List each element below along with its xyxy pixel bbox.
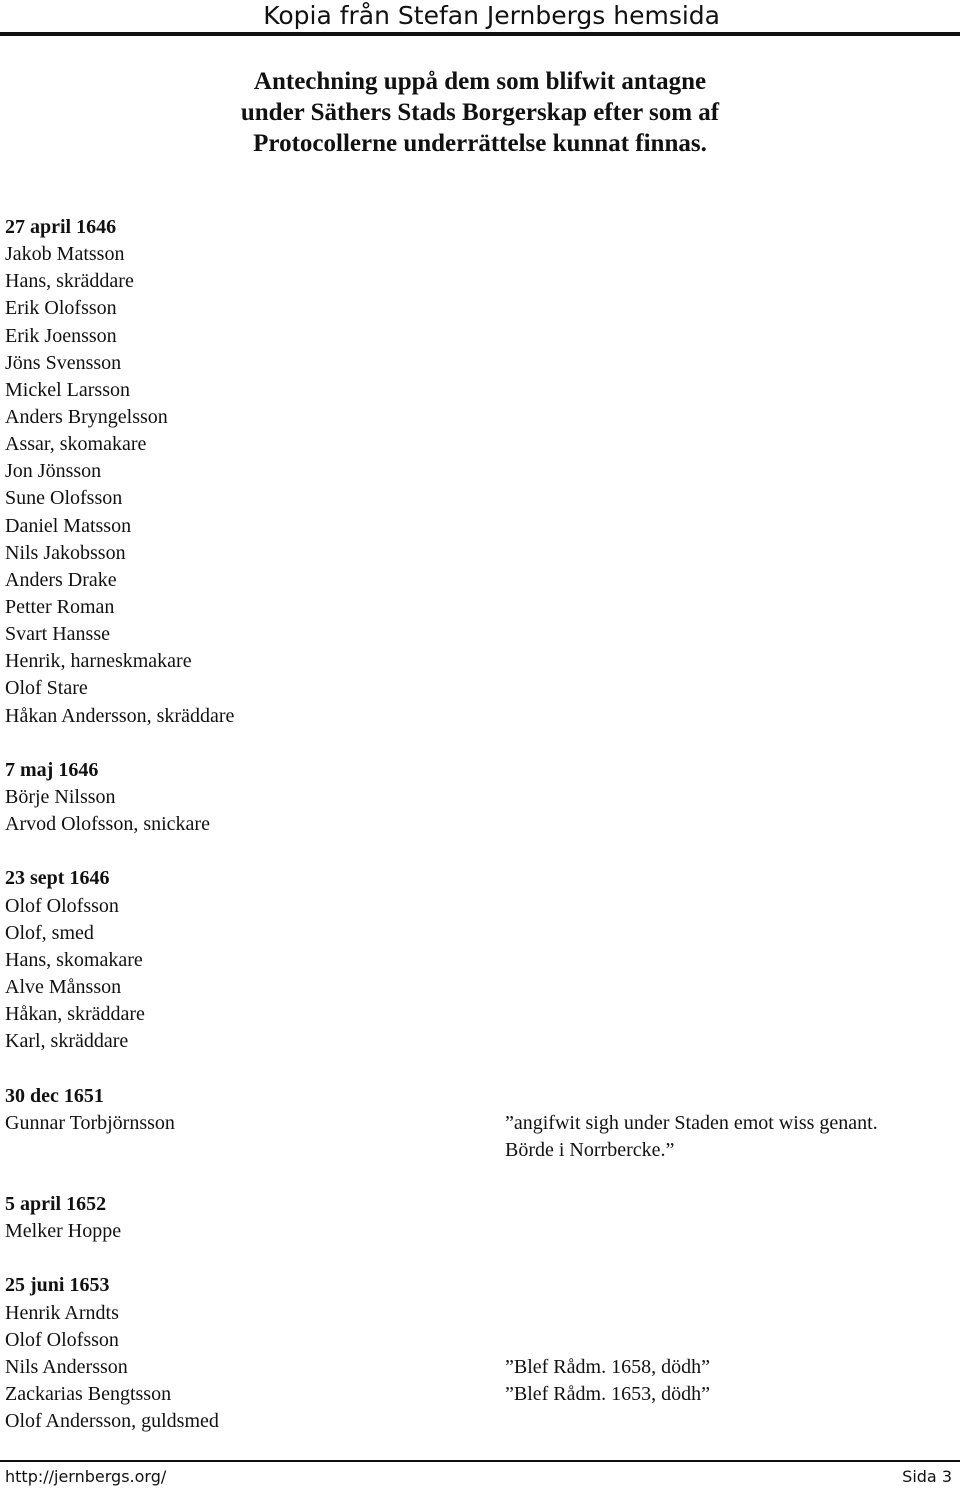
- entry-line: Olof, smed: [5, 921, 94, 944]
- entry-name: Zackarias Bengtsson: [5, 1383, 172, 1406]
- entry-line: Henrik, harneskmakare: [5, 650, 192, 673]
- entry-note: Börde i Norrbercke.”: [505, 1138, 675, 1161]
- page-footer: [0, 1460, 960, 1490]
- entry-line: [5, 1137, 955, 1164]
- register-list: [5, 214, 955, 1435]
- entry-line: Olof Stare: [5, 677, 88, 700]
- section-gap: [5, 838, 955, 865]
- page-header: [0, 0, 960, 36]
- page-number: Sida 3: [902, 1467, 952, 1486]
- entry-line: Petter Roman: [5, 595, 115, 618]
- entry-name: Nils Andersson: [5, 1355, 128, 1378]
- section-date: 30 dec 1651: [5, 1084, 104, 1107]
- entry-line: Alve Månsson: [5, 975, 122, 998]
- entry-line: Erik Joensson: [5, 324, 117, 347]
- entry-line: Olof Andersson, guldsmed: [5, 1410, 219, 1433]
- entry-line: Håkan, skräddare: [5, 1003, 145, 1026]
- entry-line: Erik Olofsson: [5, 297, 117, 320]
- header-text: Kopia från Stefan Jernbergs hemsida: [263, 1, 720, 30]
- document-title: [0, 66, 960, 159]
- entry-line: Håkan Andersson, skräddare: [5, 704, 235, 727]
- entry-line: Anders Bryngelsson: [5, 405, 168, 428]
- section-gap: [5, 1164, 955, 1191]
- entry-line: Börje Nilsson: [5, 785, 116, 808]
- entry-line: Olof Olofsson: [5, 894, 119, 917]
- entry-note: ”angifwit sigh under Staden emot wiss genant.: [505, 1111, 878, 1134]
- entry-line: Olof Olofsson: [5, 1328, 119, 1351]
- entry-line: Melker Hoppe: [5, 1220, 122, 1243]
- section-date: 5 april 1652: [5, 1193, 107, 1216]
- entry-line: Arvod Olofsson, snickare: [5, 813, 210, 836]
- entry-line: Henrik Arndts: [5, 1301, 119, 1324]
- entry-line: Sune Olofsson: [5, 487, 123, 510]
- entry-line: Daniel Matsson: [5, 514, 132, 537]
- entry-line: Nils Jakobsson: [5, 541, 126, 564]
- entry-line: Karl, skräddare: [5, 1030, 129, 1053]
- section-date: 7 maj 1646: [5, 758, 99, 781]
- title-line-2: under Säthers Stads Borgerskap efter som af: [240, 99, 720, 126]
- entry-line: [5, 1354, 955, 1381]
- entry-note: ”Blef Rådm. 1653, dödh”: [505, 1383, 710, 1406]
- entry-line: Hans, skomakare: [5, 948, 143, 971]
- section-date: 23 sept 1646: [5, 867, 110, 890]
- entry-line: Mickel Larsson: [5, 378, 130, 401]
- entry-line: Hans, skräddare: [5, 270, 134, 293]
- section-gap: [5, 1055, 955, 1082]
- entry-line: Svart Hansse: [5, 623, 110, 646]
- entry-line: Jakob Matsson: [5, 243, 125, 266]
- entry-line: [5, 1110, 955, 1137]
- section-gap: [5, 730, 955, 757]
- entry-line: Jon Jönsson: [5, 460, 102, 483]
- section-date: 27 april 1646: [5, 216, 117, 238]
- footer-url[interactable]: http://jernbergs.org/: [5, 1467, 167, 1486]
- entry-line: [5, 1381, 955, 1408]
- title-line-1: Antechning uppå dem som blifwit antagne: [253, 68, 707, 95]
- entry-note: ”Blef Rådm. 1658, dödh”: [505, 1355, 710, 1378]
- entry-line: Jöns Svensson: [5, 351, 122, 374]
- title-line-3: Protocollerne underrättelse kunnat finnas.: [253, 130, 707, 157]
- entry-name: Gunnar Torbjörnsson: [5, 1111, 175, 1134]
- entry-line: Assar, skomakare: [5, 433, 147, 456]
- section-date: 25 juni 1653: [5, 1274, 110, 1297]
- entry-line: Anders Drake: [5, 568, 117, 591]
- section-gap: [5, 1245, 955, 1272]
